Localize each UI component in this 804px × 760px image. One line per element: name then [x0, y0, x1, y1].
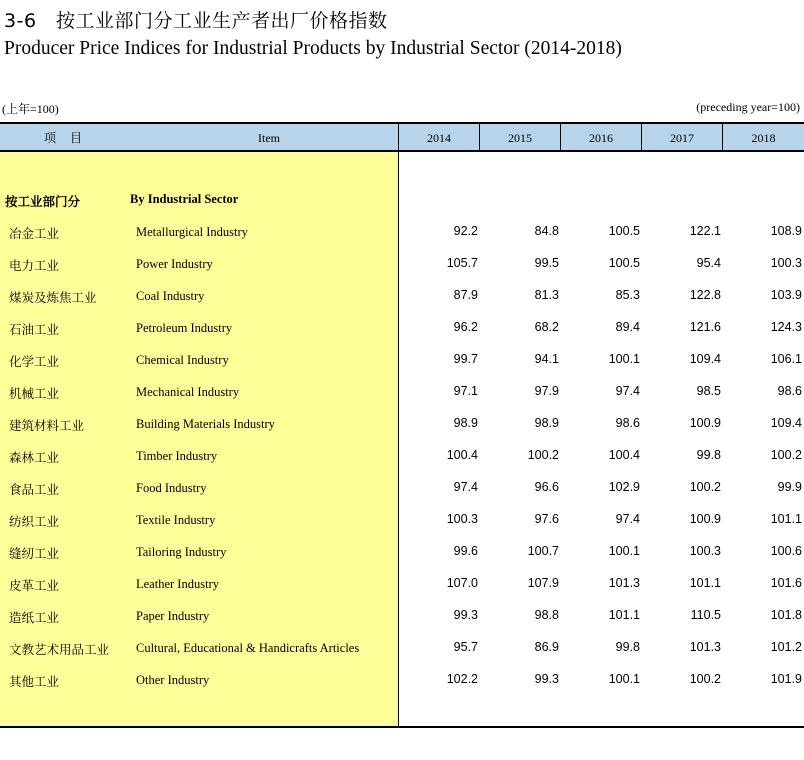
value-2018: 103.9: [770, 288, 802, 302]
row-label-en: Other Industry: [136, 673, 210, 687]
row-label-en: Mechanical Industry: [136, 385, 240, 399]
value-2014: 102.2: [446, 672, 478, 686]
value-2018: 101.1: [770, 512, 802, 526]
value-2015: 84.8: [534, 224, 559, 238]
value-2014: 97.4: [453, 480, 478, 494]
row-label-en: Metallurgical Industry: [136, 225, 248, 239]
table-row: [0, 606, 804, 638]
value-2016: 100.5: [608, 224, 640, 238]
row-label-cn: 石油工业: [9, 322, 60, 337]
value-2015: 86.9: [534, 640, 559, 654]
table-row: [0, 382, 804, 414]
value-2017: 99.8: [696, 448, 721, 462]
value-2017: 100.2: [689, 672, 721, 686]
value-2016: 85.3: [615, 288, 640, 302]
header-year-2015: 2015: [508, 131, 532, 145]
value-2017: 122.8: [689, 288, 721, 302]
table-row: [0, 670, 804, 702]
table-row: [0, 542, 804, 574]
header-item-en: Item: [258, 131, 280, 145]
value-2017: 100.9: [689, 512, 721, 526]
row-label-cn: 电力工业: [9, 258, 60, 273]
value-2015: 99.3: [534, 672, 559, 686]
value-2014: 92.2: [453, 224, 478, 238]
value-2018: 101.8: [770, 608, 802, 622]
value-2017: 121.6: [689, 320, 721, 334]
value-2018: 101.6: [770, 576, 802, 590]
unit-note-chinese: (上年=100): [2, 102, 59, 116]
section-heading: [0, 190, 804, 210]
value-2018: 106.1: [770, 352, 802, 366]
value-2016: 98.6: [615, 416, 640, 430]
header-year-2014: 2014: [427, 131, 451, 145]
value-2015: 107.9: [527, 576, 559, 590]
header-item-cn: 项目: [43, 131, 96, 145]
table-row: [0, 446, 804, 478]
value-2018: 100.6: [770, 544, 802, 558]
value-2015: 98.8: [534, 608, 559, 622]
section-heading-cn: 按工业部门分: [5, 194, 81, 209]
value-2014: 87.9: [453, 288, 478, 302]
table-row: [0, 638, 804, 670]
value-2018: 101.2: [770, 640, 802, 654]
row-label-cn: 建筑材料工业: [9, 418, 85, 433]
row-label-cn: 造纸工业: [9, 610, 60, 625]
value-2014: 99.3: [453, 608, 478, 622]
value-2014: 96.2: [453, 320, 478, 334]
value-2015: 96.6: [534, 480, 559, 494]
value-2015: 97.6: [534, 512, 559, 526]
row-label-en: Building Materials Industry: [136, 417, 275, 431]
row-label-en: Coal Industry: [136, 289, 205, 303]
value-2018: 99.9: [777, 480, 802, 494]
row-label-en: Timber Industry: [136, 449, 218, 463]
table-row: [0, 350, 804, 382]
value-2016: 100.1: [608, 544, 640, 558]
value-2014: 97.1: [453, 384, 478, 398]
value-2014: 99.6: [453, 544, 478, 558]
value-2016: 102.9: [608, 480, 640, 494]
value-2018: 109.4: [770, 416, 802, 430]
value-2015: 100.2: [527, 448, 559, 462]
value-2017: 95.4: [696, 256, 721, 270]
table-row: [0, 318, 804, 350]
value-2016: 89.4: [615, 320, 640, 334]
row-label-cn: 化学工业: [9, 354, 60, 369]
row-label-cn: 其他工业: [9, 674, 60, 689]
row-label-cn: 皮革工业: [9, 578, 60, 593]
value-2016: 100.5: [608, 256, 640, 270]
page-title-chinese: 3-6 按工业部门分工业生产者出厂价格指数: [4, 10, 388, 32]
value-2015: 81.3: [534, 288, 559, 302]
value-2015: 99.5: [534, 256, 559, 270]
value-2018: 98.6: [777, 384, 802, 398]
header-year-2016: 2016: [589, 131, 613, 145]
row-label-cn: 文教艺术用品工业: [9, 642, 110, 657]
value-2014: 100.4: [446, 448, 478, 462]
value-2018: 108.9: [770, 224, 802, 238]
row-label-en: Leather Industry: [136, 577, 219, 591]
value-2018: 100.2: [770, 448, 802, 462]
value-2016: 97.4: [615, 384, 640, 398]
value-2014: 107.0: [446, 576, 478, 590]
row-label-en: Textile Industry: [136, 513, 216, 527]
page-title-english: Producer Price Indices for Industrial Products by Industrial Sector (2014-2018): [4, 38, 622, 59]
table-row: [0, 478, 804, 510]
table-row: [0, 574, 804, 606]
row-label-en: Food Industry: [136, 481, 207, 495]
table-row: [0, 414, 804, 446]
value-2016: 101.1: [608, 608, 640, 622]
table-header: [0, 124, 804, 152]
row-label-en: Power Industry: [136, 257, 213, 271]
value-2015: 98.9: [534, 416, 559, 430]
value-2017: 100.2: [689, 480, 721, 494]
value-2016: 101.3: [608, 576, 640, 590]
value-2015: 68.2: [534, 320, 559, 334]
value-2015: 100.7: [527, 544, 559, 558]
table-row: [0, 286, 804, 318]
row-label-cn: 煤炭及炼焦工业: [9, 290, 97, 305]
table-row: [0, 510, 804, 542]
value-2017: 110.5: [690, 608, 721, 622]
value-2017: 100.3: [689, 544, 721, 558]
value-2016: 100.1: [608, 352, 640, 366]
value-2016: 99.8: [615, 640, 640, 654]
row-label-en: Paper Industry: [136, 609, 210, 623]
value-2018: 124.3: [770, 320, 802, 334]
value-2017: 101.1: [689, 576, 721, 590]
header-year-2017: 2017: [670, 131, 694, 145]
value-2017: 101.3: [689, 640, 721, 654]
row-label-en: Cultural, Educational & Handicrafts Articles: [136, 641, 360, 655]
section-heading-en: By Industrial Sector: [130, 192, 239, 206]
row-label-en: Tailoring Industry: [136, 545, 227, 559]
table-body: [0, 222, 804, 702]
value-2015: 97.9: [534, 384, 559, 398]
table-row: [0, 222, 804, 254]
row-label-en: Petroleum Industry: [136, 321, 233, 335]
row-label-cn: 缝纫工业: [9, 546, 60, 561]
table-row: [0, 254, 804, 286]
value-2014: 99.7: [453, 352, 478, 366]
row-label-cn: 冶金工业: [9, 226, 60, 241]
value-2014: 95.7: [453, 640, 478, 654]
value-2018: 100.3: [770, 256, 802, 270]
value-2016: 100.1: [608, 672, 640, 686]
value-2015: 94.1: [534, 352, 559, 366]
row-label-cn: 机械工业: [9, 386, 60, 401]
row-label-en: Chemical Industry: [136, 353, 229, 367]
value-2014: 100.3: [446, 512, 478, 526]
value-2014: 98.9: [453, 416, 478, 430]
value-2016: 100.4: [608, 448, 640, 462]
value-2018: 101.9: [770, 672, 802, 686]
row-label-cn: 食品工业: [9, 482, 60, 497]
header-year-2018: 2018: [751, 131, 776, 145]
row-label-cn: 森林工业: [9, 450, 60, 465]
value-2017: 100.9: [689, 416, 721, 430]
value-2017: 109.4: [689, 352, 721, 366]
value-2017: 122.1: [689, 224, 721, 238]
value-2016: 97.4: [615, 512, 640, 526]
value-2017: 98.5: [696, 384, 721, 398]
row-label-cn: 纺织工业: [9, 514, 60, 529]
table-bottom-rule: [0, 726, 804, 728]
value-2014: 105.7: [446, 256, 478, 270]
unit-note-english: (preceding year=100): [696, 100, 800, 114]
